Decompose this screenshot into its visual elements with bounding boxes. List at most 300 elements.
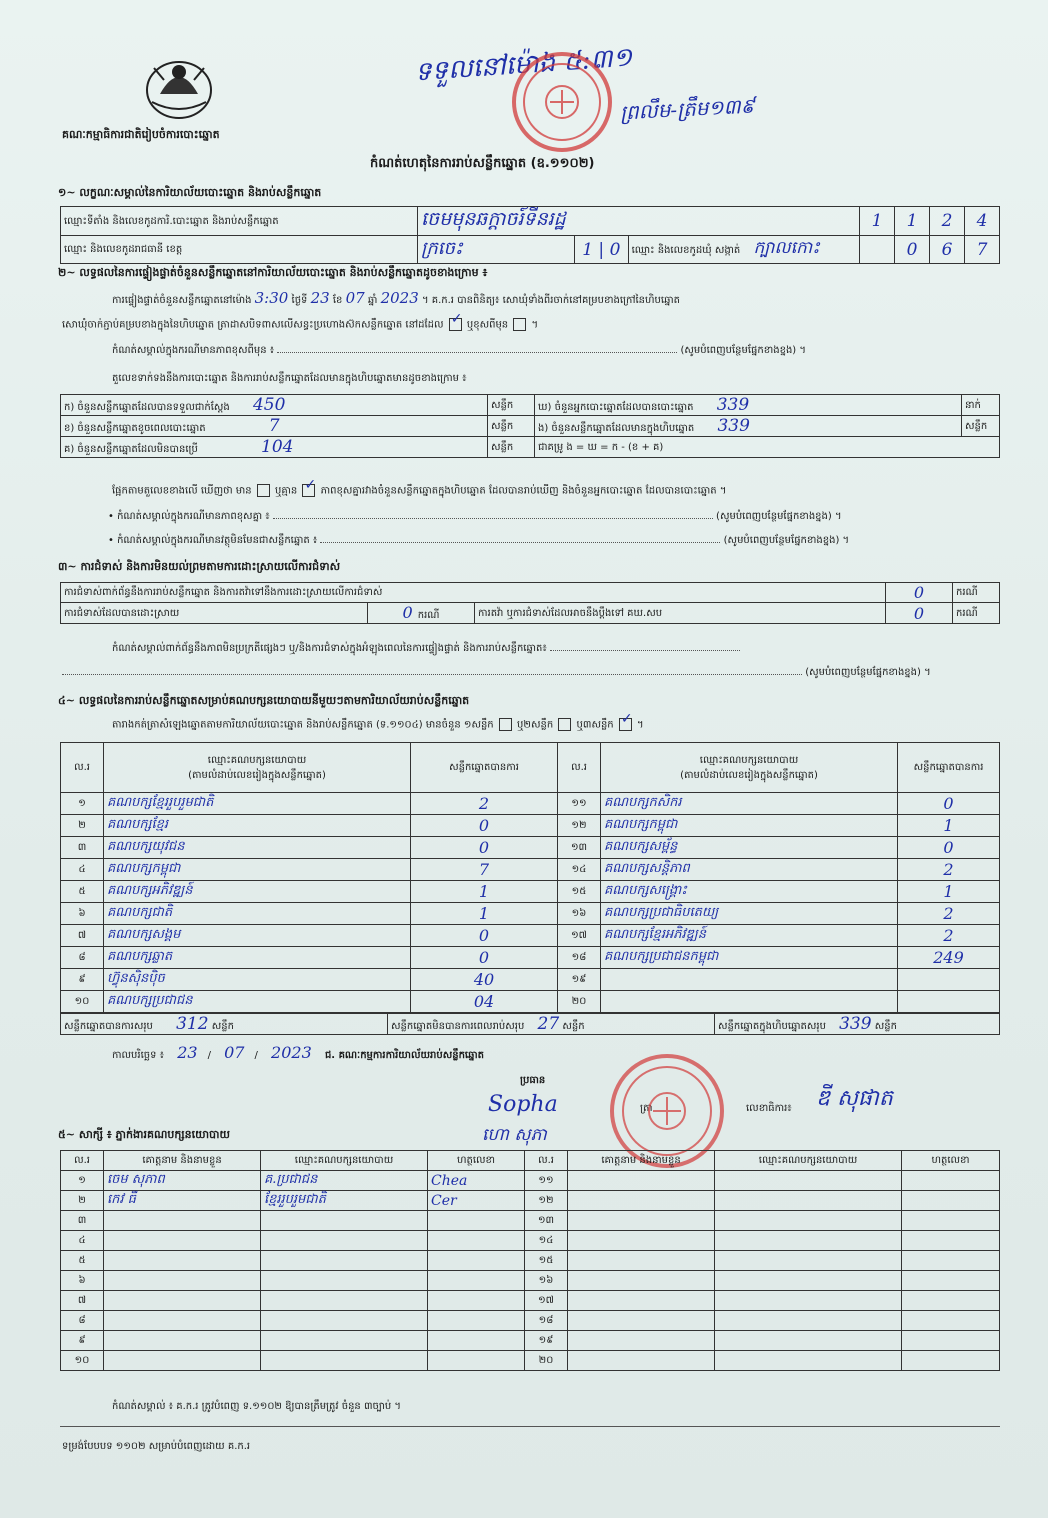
three-sheets-label: ឬ៣សន្លឹក xyxy=(576,719,614,731)
date-line: កាលបរិច្ឆេទ ៖ 23 / 07 / 2023 ជ. គណៈកម្មការការិយាល័យរាប់សន្លឹកឆ្នោត xyxy=(112,1043,484,1062)
party-no: ១១ xyxy=(558,793,601,815)
compare-text-a: ផ្អែកតាមតួលេខខាងលើ ឃើញថា មាន xyxy=(112,485,252,497)
witness-party xyxy=(261,1291,428,1311)
col-name-header: គោត្តនាម និងនាមខ្លួន xyxy=(104,1151,261,1171)
commune-code-digit: 6 xyxy=(930,236,965,264)
witness-name xyxy=(104,1211,261,1231)
witness-party[interactable] xyxy=(715,1331,902,1351)
verification-text-b: ។ គ.ក.រ បានពិនិត្យ៖ សោឃុំទាំងពីរចាក់នៅគម្របខាងក្រៅនៃហិបឆ្នោត xyxy=(421,295,680,306)
section2-title: ២~ លទ្ធផលនៃការផ្ទៀងផ្ទាត់ចំនួនសន្លឹកឆ្នោតនៅការិយាល័យបោះឆ្នោត និងរាប់សន្លឹកឆ្នោតដូចខាងក្រោម ៖ xyxy=(58,266,488,279)
committee-name: គណៈកម្មាធិការជាតិរៀបចំការបោះឆ្នោត xyxy=(62,128,220,141)
date-year: 2023 xyxy=(271,1043,312,1062)
fill-more-note: (សូមបំពេញបន្ថែមផ្នែកខាងខ្នង) ។ xyxy=(680,345,806,356)
section5-title: ៥~ សាក្សី ៖ ភ្នាក់ងារគណបក្សនយោបាយ xyxy=(58,1128,231,1141)
witness-no: ១៧ xyxy=(525,1291,568,1311)
seal-check-text: សោឃុំចាក់ភ្ជាប់គម្របខាងក្នុងនៃហិបឆ្នោត ត្រាដាសបិទពាសលើសន្ធះប្រហោងស៊កសន្លឹកឆ្នោត នៅដដែល xyxy=(62,319,444,331)
witness-signature[interactable] xyxy=(902,1231,1000,1251)
col-party-header xyxy=(601,743,898,793)
witness-no: ២ xyxy=(61,1191,104,1211)
table-row xyxy=(61,1231,1000,1251)
verification-line1 xyxy=(112,289,1002,307)
col-sig-header: ហត្ថលេខា xyxy=(428,1151,525,1171)
unused-label: គ) ចំនួនសន្លឹកឆ្នោតដែលមិនបានប្រើ xyxy=(64,444,198,455)
table-row xyxy=(61,991,1000,1013)
party-name: គណបក្សខ្មែរ xyxy=(104,815,411,837)
col-party-header xyxy=(104,743,411,793)
unit-label: សន្លឹក xyxy=(962,416,1000,437)
witness-signature[interactable] xyxy=(902,1171,1000,1191)
witness-name[interactable] xyxy=(568,1291,715,1311)
witness-party[interactable] xyxy=(715,1231,902,1251)
resolved-value: 0 xyxy=(402,603,413,622)
party-no: ១៦ xyxy=(558,903,601,925)
valid-total-label: សន្លឹកឆ្នោតបានការសរុប xyxy=(64,1021,153,1032)
party-no: ៩ xyxy=(61,969,104,991)
received-by-note: ព្រលឹម-ត្រឹម១៣៩ xyxy=(619,93,756,125)
witness-no: ១២ xyxy=(525,1191,568,1211)
invalid-total-label: សន្លឹកឆ្នោតមិនបានការពេលរាប់សរុប xyxy=(391,1021,525,1032)
party-no: ១៨ xyxy=(558,947,601,969)
witness-name: កេវ ធី xyxy=(104,1191,261,1211)
col-party-sub: (តាមលំដាប់លេខរៀងក្នុងសន្លឹកឆ្នោត) xyxy=(188,769,326,781)
witness-signature[interactable] xyxy=(902,1271,1000,1291)
party-votes: 2 xyxy=(898,859,1000,881)
station-name: ចេមមុនឆក្តាចរ៍ទីនរដ្ឋ xyxy=(418,207,860,236)
table-row xyxy=(61,793,1000,815)
party-name: គណបក្សកម្ពុជា xyxy=(104,859,411,881)
nec-emblem-icon xyxy=(140,50,218,122)
party-no: ១៣ xyxy=(558,837,601,859)
witness-party[interactable] xyxy=(715,1291,902,1311)
difference-note-line xyxy=(112,344,1002,357)
objections-label: ការជំទាស់ពាក់ព័ន្ធនឹងការរាប់សន្លឹកឆ្នោត និងការតវ៉ាទៅនឹងការដោះស្រាយលើការជំទាស់ xyxy=(61,583,886,603)
party-no: ៦ xyxy=(61,903,104,925)
party-votes: 0 xyxy=(411,837,558,859)
witness-signature[interactable] xyxy=(902,1251,1000,1271)
witness-no: ៣ xyxy=(61,1211,104,1231)
witness-party[interactable] xyxy=(715,1171,902,1191)
two-sheets-label: ឬ២សន្លឹក xyxy=(517,719,554,731)
two-sheets-checkbox[interactable] xyxy=(558,718,571,731)
party-votes: 0 xyxy=(411,947,558,969)
witness-signature xyxy=(428,1211,525,1231)
col-votes-header: សន្លឹកឆ្នោតបានការ xyxy=(898,743,1000,793)
party-name: គណបក្សឆ្លាត xyxy=(104,947,411,969)
irregularity-field[interactable] xyxy=(550,650,740,651)
witness-name xyxy=(104,1351,261,1371)
witness-party[interactable] xyxy=(715,1351,902,1371)
witness-signature xyxy=(428,1231,525,1251)
witness-party xyxy=(261,1231,428,1251)
valid-total-value: 312 xyxy=(176,1014,209,1034)
station-label: ឈ្មោះទីតាំង និងលេខកូដការិ.បោះឆ្នោត និងរាប់សន្លឹកឆ្នោត xyxy=(61,207,418,236)
party-no: ២ xyxy=(61,815,104,837)
witness-signature: Chea xyxy=(428,1171,525,1191)
box-total-label: សន្លឹកឆ្នោតក្នុងហិបឆ្នោតសរុប xyxy=(718,1021,826,1032)
objections-value: 0 xyxy=(886,583,953,603)
bullet1-field[interactable] xyxy=(273,518,713,519)
table-row xyxy=(61,837,1000,859)
witness-name xyxy=(104,1251,261,1271)
party-votes: 2 xyxy=(411,793,558,815)
spoiled-label: ខ) ចំនួនសន្លឹកឆ្នោតខូចពេលបោះឆ្នោត xyxy=(64,423,206,434)
table-row xyxy=(61,903,1000,925)
party-name: គណបក្សខ្មែររួបរួមជាតិ xyxy=(104,793,411,815)
table-row xyxy=(61,859,1000,881)
verification-line2: សោឃុំចាក់ភ្ជាប់គម្របខាងក្នុងនៃហិបឆ្នោត ត្រាដាសបិទពាសលើសន្ធះប្រហោងស៊កសន្លឹកឆ្នោត នៅដដែល ✓ ឬខុសពីមុន ។ xyxy=(62,318,1002,332)
verification-time: 3:30 xyxy=(254,289,289,307)
party-name: គណបក្សយុវជន xyxy=(104,837,411,859)
table-row xyxy=(61,947,1000,969)
witness-signature[interactable] xyxy=(902,1291,1000,1311)
witness-no: ១១ xyxy=(525,1171,568,1191)
witness-no: ១៣ xyxy=(525,1211,568,1231)
unit-case: ករណី xyxy=(953,603,1000,624)
difference-note-label: កំណត់សម្គាល់ក្នុងករណីមានភាពខុសពីមុន ៖ xyxy=(112,345,275,356)
irregularity-note xyxy=(112,642,1002,655)
party-name xyxy=(601,991,898,1013)
party-name: គណបក្សប្រជាជនកម្ពុជា xyxy=(601,947,898,969)
witness-no: ១ xyxy=(61,1171,104,1191)
witness-no: ៩ xyxy=(61,1331,104,1351)
commune-code-digit: 0 xyxy=(895,236,930,264)
totals-row xyxy=(60,1013,1000,1035)
witness-no: ១៥ xyxy=(525,1251,568,1271)
witness-party: ខ្មែររួបរួមជាតិ xyxy=(261,1191,428,1211)
party-name: គណបក្សសង្គ្រោះ xyxy=(601,881,898,903)
voters-label: ឃ) ចំនួនអ្នកបោះឆ្នោតដែលបានបោះឆ្នោត xyxy=(538,402,694,413)
unit-case: ករណី xyxy=(953,583,1000,603)
witness-name xyxy=(104,1311,261,1331)
stamp-label: ត្រា xyxy=(640,1103,653,1114)
box-total-value: 339 xyxy=(839,1014,872,1034)
unit-label: សន្លឹក xyxy=(488,416,535,437)
witness-no: ២០ xyxy=(525,1351,568,1371)
month-label: ខែ xyxy=(332,295,343,306)
party-votes: 1 xyxy=(411,903,558,925)
station-code-digit: 1 xyxy=(895,207,930,236)
tally-sheet-line: តារាងកត់ត្រាសំឡេងឆ្នោតតាមការិយាល័យបោះឆ្នោត និងរាប់សន្លឹកឆ្នោត (ទ.១១០៤) មានចំនួន ១សន្លឹក ឬ២សន្លឹក ឬ៣សន្លឹក ✓ ។ xyxy=(112,718,1002,732)
witness-signature[interactable] xyxy=(902,1351,1000,1371)
section4-title: ៤~ លទ្ធផលនៃការរាប់សន្លឹកឆ្នោតសម្រាប់គណបក្សនយោបាយនីមួយៗតាមការិយាល័យរាប់សន្លឹកឆ្នោត xyxy=(58,694,470,707)
witness-signature[interactable] xyxy=(902,1331,1000,1351)
party-votes: 0 xyxy=(898,793,1000,815)
formula-text: ជាគម្រូ ង = ឃ = ក - (ខ + គ) xyxy=(535,437,1000,458)
unit-label: សន្លឹក xyxy=(562,1021,585,1032)
witness-name[interactable] xyxy=(568,1211,715,1231)
fill-more-note: (សូមបំពេញបន្ថែមផ្នែកខាងខ្នង) ។ xyxy=(805,667,931,678)
party-votes: 1 xyxy=(898,881,1000,903)
resolved-cell xyxy=(368,603,475,624)
party-votes: 0 xyxy=(898,837,1000,859)
witness-signature[interactable] xyxy=(902,1211,1000,1231)
or-not-label: ឬខុសពីមុន xyxy=(466,319,509,331)
col-party-sub: (តាមលំដាប់លេខរៀងក្នុងសន្លឹកឆ្នោត) xyxy=(680,769,818,781)
witness-signature xyxy=(428,1291,525,1311)
received-time-note: ទទួលនៅម៉ោង ៥:៣១ xyxy=(414,42,634,88)
witness-table xyxy=(60,1150,1000,1371)
table-row xyxy=(61,1271,1000,1291)
unit-label: សន្លឹក xyxy=(211,1021,234,1032)
witness-party xyxy=(261,1271,428,1291)
verification-month: 07 xyxy=(345,289,365,307)
secretary-label: លេខាធិការ៖ xyxy=(746,1103,792,1114)
witness-signature xyxy=(428,1331,525,1351)
table-row xyxy=(61,1331,1000,1351)
party-name: គណបក្សកម្ពុជា xyxy=(601,815,898,837)
witness-name[interactable] xyxy=(568,1191,715,1211)
commune-code-digit: 7 xyxy=(965,236,1000,264)
section3-title: ៣~ ការជំទាស់ និងការមិនយល់ព្រមតាមការដោះស្រាយលើការជំទាស់ xyxy=(58,560,341,573)
party-name: គណបក្សអភិវឌ្ឍន៍ xyxy=(104,881,411,903)
party-votes: 7 xyxy=(411,859,558,881)
chair-name: ហោ សុភា xyxy=(482,1125,547,1145)
table-row xyxy=(61,881,1000,903)
table-row xyxy=(61,1351,1000,1371)
col-no-header: ល.រ xyxy=(61,1151,104,1171)
party-no: ១២ xyxy=(558,815,601,837)
comparison-line xyxy=(112,484,1002,498)
bullet1-line xyxy=(108,510,998,523)
party-name: គណបក្សកសិករ xyxy=(601,793,898,815)
witness-name[interactable] xyxy=(568,1311,715,1331)
commune-name: ក្បាលកោះ xyxy=(753,238,820,258)
witness-name[interactable] xyxy=(568,1251,715,1271)
witness-party: គ.ប្រជាជន xyxy=(261,1171,428,1191)
footer-divider xyxy=(60,1426,1000,1427)
compare-text-c: ភាពខុសគ្នារវាងចំនួនសន្លឹកឆ្នោតក្នុងហិបឆ្នោត ដែលបានរាប់ឃើញ និងចំនួនអ្នកបោះឆ្នោត ដែលបានបោះឆ្នោត ។ xyxy=(320,485,727,497)
no-difference-checkbox[interactable] xyxy=(302,484,315,497)
witness-party[interactable] xyxy=(715,1271,902,1291)
table-row xyxy=(61,815,1000,837)
date-month: 07 xyxy=(224,1043,245,1062)
party-name: ហ៊្វុនស៊ិនប៉ិច xyxy=(104,969,411,991)
form-title: កំណត់ហេតុនៃការរាប់សន្លឹកឆ្នោត (ឧ.១១០២) xyxy=(370,156,595,171)
witness-no: ៦ xyxy=(61,1271,104,1291)
in-box-value: 339 xyxy=(717,416,750,436)
party-votes: 0 xyxy=(411,815,558,837)
table-row xyxy=(61,925,1000,947)
has-difference-checkbox[interactable] xyxy=(257,484,270,497)
tally-note: តារាងកត់ត្រាសំឡេងឆ្នោតតាមការិយាល័យបោះឆ្នោត និងរាប់សន្លឹកឆ្នោត (ទ.១១០៤) មានចំនួន ១សន្លឹក xyxy=(112,719,494,731)
one-sheet-checkbox[interactable] xyxy=(499,718,512,731)
witness-name[interactable] xyxy=(568,1171,715,1191)
col-votes-header: សន្លឹកឆ្នោតបានការ xyxy=(411,743,558,793)
in-box-label: ង) ចំនួនសន្លឹកឆ្នោតដែលមានក្នុងហិបឆ្នោត xyxy=(538,423,695,434)
party-no: ៤ xyxy=(61,859,104,881)
commune-label: ឈ្មោះ និងលេខកូដឃុំ សង្កាត់ xyxy=(631,245,741,256)
party-no: ១៤ xyxy=(558,859,601,881)
col-name-header: គោត្តនាម និងនាមខ្លួន xyxy=(568,1151,715,1171)
party-votes: 249 xyxy=(898,947,1000,969)
witness-name xyxy=(104,1231,261,1251)
party-votes: 1 xyxy=(898,815,1000,837)
compare-text-b: ឬគ្មាន xyxy=(275,485,298,497)
col-party-title: ឈ្មោះគណបក្សនយោបាយ xyxy=(699,754,799,766)
witness-name[interactable] xyxy=(568,1271,715,1291)
party-name xyxy=(601,969,898,991)
witness-signature xyxy=(428,1271,525,1291)
invalid-total-value: 27 xyxy=(537,1014,560,1034)
witness-no: ៥ xyxy=(61,1251,104,1271)
province-label: ឈ្មោះ និងលេខកូដរាជធានី ខេត្ត xyxy=(61,236,418,264)
table-row xyxy=(61,1191,1000,1211)
received-label: ក) ចំនួនសន្លឹកឆ្នោតដែលបានទទួលជាក់ស្តែង xyxy=(64,402,230,413)
secretary-signature: ឌី សុផាត xyxy=(816,1086,893,1111)
witness-party[interactable] xyxy=(715,1191,902,1211)
witness-signature xyxy=(428,1351,525,1371)
table-row xyxy=(61,1311,1000,1331)
party-no: ៧ xyxy=(61,925,104,947)
witness-no: ១៩ xyxy=(525,1331,568,1351)
witness-signature: Cer xyxy=(428,1191,525,1211)
figures-table xyxy=(60,394,1000,458)
witness-no: ១០ xyxy=(61,1351,104,1371)
party-no: ៨ xyxy=(61,947,104,969)
official-stamp-top-icon xyxy=(510,50,614,154)
station-code-digit: 4 xyxy=(965,207,1000,236)
fill-more-note: (សូមបំពេញបន្ថែមផ្នែកខាងខ្នង) ។ xyxy=(716,511,842,522)
committee-signoff: ជ. គណៈកម្មការការិយាល័យរាប់សន្លឹកឆ្នោត xyxy=(324,1050,484,1061)
party-name: គណបក្សខ្មែរអភិវឌ្ឍន៍ xyxy=(601,925,898,947)
witness-party xyxy=(261,1351,428,1371)
witness-signature[interactable] xyxy=(902,1191,1000,1211)
witness-name[interactable] xyxy=(568,1351,715,1371)
witness-signature xyxy=(428,1251,525,1271)
section1-table xyxy=(60,206,1000,258)
witness-name[interactable] xyxy=(568,1231,715,1251)
different-checkbox[interactable] xyxy=(513,318,526,331)
bullet2-label: • កំណត់សម្គាល់ក្នុងករណីមានវត្ថុមិនមែនជាសន្លឹកឆ្នោត ៖ xyxy=(108,535,318,546)
unused-value: 104 xyxy=(261,437,294,457)
party-votes: 1 xyxy=(411,881,558,903)
commune-code-spacer xyxy=(860,236,895,264)
party-no: ១៧ xyxy=(558,925,601,947)
witness-name xyxy=(104,1271,261,1291)
unit-label: សន្លឹក xyxy=(874,1021,897,1032)
party-name: គណបក្សសង្គម xyxy=(104,925,411,947)
party-votes: 0 xyxy=(411,925,558,947)
year-label: ឆ្នាំ xyxy=(367,295,378,306)
commune-cell xyxy=(628,236,859,264)
col-party-header: ឈ្មោះគណបក្សនយោបាយ xyxy=(261,1151,428,1171)
party-no: ១៩ xyxy=(558,969,601,991)
witness-name xyxy=(104,1331,261,1351)
unit-case: ករណី xyxy=(417,610,440,621)
party-name: គណបក្សប្រជាធិបតេយ្យ xyxy=(601,903,898,925)
bullet2-line xyxy=(108,534,998,547)
witness-name[interactable] xyxy=(568,1331,715,1351)
witness-party[interactable] xyxy=(715,1251,902,1271)
voters-value: 339 xyxy=(716,395,750,415)
witness-signature[interactable] xyxy=(902,1311,1000,1331)
witness-no: ៧ xyxy=(61,1291,104,1311)
party-name: គណបក្សជាតិ xyxy=(104,903,411,925)
spoiled-value: 7 xyxy=(268,416,280,436)
witness-no: ១៦ xyxy=(525,1271,568,1291)
col-no-header: ល.រ xyxy=(558,743,601,793)
province-name: ក្រចេះ xyxy=(418,236,575,264)
irregularity-field-2[interactable] xyxy=(62,674,802,675)
party-votes: 40 xyxy=(411,969,558,991)
party-name: គណបក្សសន្តិភាព xyxy=(601,859,898,881)
footnote: កំណត់សម្គាល់ ៖ គ.ក.រ ត្រូវបំពេញ ទ.១១០២ ឱ្យបានត្រឹមត្រូវ ចំនួន ៣ច្បាប់ ។ xyxy=(112,1401,401,1412)
col-no-header: ល.រ xyxy=(61,743,104,793)
witness-no: ១៤ xyxy=(525,1231,568,1251)
date-day: 23 xyxy=(177,1043,198,1062)
form-footer-note: ទម្រង់បែបបទ ១១០២ សម្រាប់បំពេញដោយ គ.ក.រ xyxy=(62,1441,251,1452)
witness-party xyxy=(261,1211,428,1231)
unit-label: នាក់ xyxy=(962,395,1000,416)
difference-note-field[interactable] xyxy=(277,352,677,353)
bullet2-field[interactable] xyxy=(320,542,720,543)
col-party-title: ឈ្មោះគណបក្សនយោបាយ xyxy=(207,754,307,766)
irregularity-label: កំណត់សម្គាល់ពាក់ព័ន្ធនឹងភាពមិនប្រក្រតីផ្សេងៗ ឬ/និងការជំទាស់ក្នុងអំឡុងពេលនៃការផ្ទៀងផ្ទាត់ និងការរាប់សន្លឹកឆ្នោត៖ xyxy=(112,643,547,654)
unit-label: សន្លឹក xyxy=(488,437,535,458)
witness-party xyxy=(261,1251,428,1271)
table-row xyxy=(61,969,1000,991)
unit-label: សន្លឹក xyxy=(488,395,535,416)
chair-label: ប្រធាន xyxy=(520,1075,546,1086)
irregularity-line2 xyxy=(62,666,1002,679)
resolved-label: ការជំទាស់ដែលបានដោះស្រាយ xyxy=(61,603,368,624)
objections-table xyxy=(60,582,1000,624)
verification-text: ការផ្ទៀងផ្ទាត់ចំនួនសន្លឹកឆ្នោតនៅម៉ោង xyxy=(112,295,252,306)
table-row xyxy=(61,1211,1000,1231)
figures-intro: តួលេខទាក់ទងនឹងការបោះឆ្នោត និងការរាប់សន្លឹកឆ្នោតដែលមានក្នុងហិបឆ្នោតមានដូចខាងក្រោម ៖ xyxy=(112,373,467,384)
day-label: ថ្ងៃទី xyxy=(291,295,308,306)
witness-party[interactable] xyxy=(715,1311,902,1331)
chair-signature: Sopha xyxy=(488,1092,558,1117)
party-no: ១០ xyxy=(61,991,104,1013)
party-votes xyxy=(898,969,1000,991)
party-votes xyxy=(898,991,1000,1013)
witness-name xyxy=(104,1291,261,1311)
table-row xyxy=(61,1291,1000,1311)
witness-signature xyxy=(428,1311,525,1331)
col-sig-header: ហត្ថលេខា xyxy=(902,1151,1000,1171)
col-no-header: ល.រ xyxy=(525,1151,568,1171)
table-row xyxy=(61,1251,1000,1271)
witness-name: ចេម សុភាព xyxy=(104,1171,261,1191)
witness-party xyxy=(261,1331,428,1351)
fill-more-note: (សូមបំពេញបន្ថែមផ្នែកខាងខ្នង) ។ xyxy=(723,535,850,546)
witness-party[interactable] xyxy=(715,1211,902,1231)
verification-day: 23 xyxy=(310,289,330,307)
party-no: ៣ xyxy=(61,837,104,859)
same-checkbox[interactable] xyxy=(449,318,462,331)
section1-title: ១~ លក្ខណៈសម្គាល់នៃការិយាល័យបោះឆ្នោត និងរាប់សន្លឹកឆ្នោត xyxy=(58,186,322,199)
table-row xyxy=(61,1171,1000,1191)
appeal-value: 0 xyxy=(886,603,953,624)
col-party-header: ឈ្មោះគណបក្សនយោបាយ xyxy=(715,1151,902,1171)
party-votes: 2 xyxy=(898,903,1000,925)
date-label: កាលបរិច្ឆេទ ៖ xyxy=(112,1050,165,1061)
station-code-digit: 1 xyxy=(860,207,895,236)
party-no: ២០ xyxy=(558,991,601,1013)
station-code-digit: 2 xyxy=(930,207,965,236)
party-votes: 04 xyxy=(411,991,558,1013)
verification-year: 2023 xyxy=(380,289,419,307)
three-sheets-checkbox[interactable] xyxy=(619,718,632,731)
party-no: ៥ xyxy=(61,881,104,903)
witness-no: ១៨ xyxy=(525,1311,568,1331)
received-value: 450 xyxy=(252,395,286,415)
results-table xyxy=(60,742,1000,1013)
party-no: ១ xyxy=(61,793,104,815)
bullet1-label: • កំណត់សម្គាល់ក្នុងករណីមានភាពខុសគ្នា ៖ xyxy=(108,511,270,522)
witness-no: ៨ xyxy=(61,1311,104,1331)
